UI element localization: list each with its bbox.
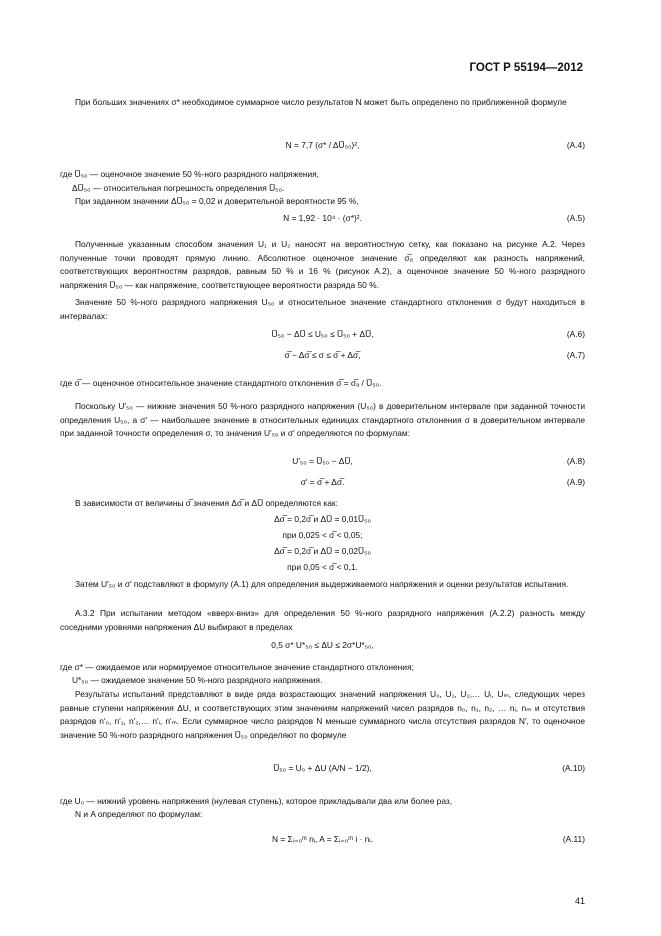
formula-a4 bbox=[60, 140, 585, 154]
definition: где σ̅ — оценочное относительное значение стандартного отклонения σ̅ = σ̅ₐ / U̅₅₀. bbox=[60, 378, 382, 388]
formula-a8 bbox=[60, 456, 585, 470]
paragraph: Результаты испытаний представляют в виде ряда возрастающих значений напряжения U₀, U₁, U₂,… Uᵢ, Uₘ, следующих через равные ступени напряжения ΔU, и соответствующих этим значениям напряжений чисел разрядов n₀, n₁, n₂, … nᵢ, nₘ и отсутствия разрядов n′₀, n′₁, n′₂,… n′ᵢ, n′ₘ. Если суммарное число разрядов N меньше суммарного числа отсутствия разрядов N′, то оценочное значение 50 %-ного разрядного напряжения U̅₅₀ определяют по формуле bbox=[60, 689, 585, 740]
paragraph: Поскольку U′₅₀ — нижние значения 50 %-ного разрядного напряжения (U₅₀) в доверительном интервале при заданной точности определения U₅₀, а σ′ — наибольшее значение в относительных единицах стандартного отклонения σ в доверительном интервале при заданной точности определения σ, то значения U′₅₀ и σ′ определяются по формулам: bbox=[60, 401, 585, 438]
paragraph: При заданном значении ΔU̅₅₀ = 0,02 и доверительной вероятности 95 %, bbox=[75, 196, 359, 206]
formula-expression: N = 7,7 (σ* / ΔU̅₅₀)², bbox=[285, 140, 360, 150]
formula-expression: N = Σᵢ₌₀ᵐ nᵢ, A = Σᵢ₌₀ᵐ i · nᵢ. bbox=[271, 834, 374, 844]
definition: где U₀ — нижний уровень напряжения (нулевая ступень), которое прикладывали два или более раз, bbox=[60, 796, 453, 806]
definition: где U̅₅₀ — оценочное значение 50 %-ного разрядного напряжения, bbox=[60, 169, 320, 179]
formula-a10 bbox=[60, 763, 585, 777]
formula-condition bbox=[60, 546, 585, 560]
formula-number: (А.7) bbox=[566, 350, 585, 360]
formula-expression: Δσ̅ = 0,2σ̅ и ΔU̅ = 0,02U̅₅₀ bbox=[274, 546, 371, 556]
document-header: ГОСТ Р 55194—2012 bbox=[469, 62, 583, 74]
definition: U*₅₀ — ожидаемое значение 50 %-ного разрядного напряжения. bbox=[72, 675, 323, 685]
paragraph: Затем U′₅₀ и σ′ подставляют в формулу (А.1) для определения выдерживаемого напряжения и оценки результатов испытания. bbox=[75, 579, 569, 589]
paragraph: А.3.2 При испытании методом «вверх-вниз» для определения 50 %-ного разрядного напряжения (А.2.2) разность между соседними уровнями напряжения ΔU выбирают в пределах bbox=[60, 608, 585, 632]
formula-expression: σ′ = σ̅ + Δσ̅. bbox=[300, 477, 345, 487]
paragraph: Полученные указанным способом значения U₁ и U₂ наносят на вероятностную сетку, как показано на рисунке А.2. Через полученные точки проводят прямую линию. Абсолютное оценочное значение σ̅ₐ определяют как разность напряжений, соответствующих вероятностям разрядов, равным 50 % и 16 % (рисунок А.2), а оценочное значение 50 %-ного разрядного напряжения U̅₅₀ — как напряжение, соответствующее вероятности разряда 50 %. bbox=[60, 239, 585, 290]
formula-expression: при 0,025 < σ̅ < 0,05; bbox=[282, 530, 363, 540]
paragraph: При больших значениях σ* необходимое суммарное число результатов N может быть определено по приближенной формуле bbox=[75, 97, 567, 107]
formula-condition bbox=[60, 530, 585, 544]
formula-condition bbox=[60, 514, 585, 528]
formula-condition bbox=[60, 562, 585, 576]
formula-number: (А.5) bbox=[566, 213, 585, 223]
formula-number: (А.6) bbox=[566, 329, 585, 339]
formula-a9 bbox=[60, 477, 585, 491]
paragraph: N и A определяют по формулам: bbox=[75, 809, 203, 819]
formula-a11 bbox=[60, 834, 585, 848]
formula-expression: U′₅₀ = U̅₅₀ − ΔU̅, bbox=[292, 456, 353, 466]
paragraph: Значение 50 %-ного разрядного напряжения U₅₀ и относительное значение стандартного отклонения σ будут находиться в интервалах: bbox=[60, 297, 585, 321]
formula-a5 bbox=[60, 213, 585, 227]
formula-expression: U̅₅₀ = U₀ + ΔU (A/N − 1/2), bbox=[273, 763, 372, 773]
definition: где σ* — ожидаемое или нормируемое относительное значение стандартного отклонения; bbox=[60, 662, 414, 672]
formula-number: (А.11) bbox=[562, 834, 585, 844]
page-number: 41 bbox=[574, 896, 585, 906]
formula-expression: U̅₅₀ − ΔU̅ ≤ U₅₀ ≤ U̅₅₀ + ΔU̅, bbox=[271, 329, 374, 339]
formula-number: (А.10) bbox=[562, 763, 585, 773]
formula-expression: при 0,05 < σ̅ < 0,1. bbox=[287, 562, 358, 572]
formula-expression: σ̅ − Δσ̅ ≤ σ ≤ σ̅ + Δσ̅, bbox=[284, 350, 361, 360]
formula-number: (А.9) bbox=[566, 477, 585, 487]
formula-expression: 0,5 σ* U*₅₀ ≤ ΔU ≤ 2σ*U*₅₀, bbox=[271, 640, 374, 650]
definition: ΔU̅₅₀ — относительная погрешность определения U̅₅₀. bbox=[72, 183, 285, 193]
formula-expression: N = 1,92 · 10⁴ · (σ*)². bbox=[283, 213, 362, 223]
paragraph: В зависимости от величины σ̅ значения Δσ̅ и ΔU̅ определяются как: bbox=[75, 498, 338, 508]
formula-number: (А.4) bbox=[566, 140, 585, 150]
formula-a6 bbox=[60, 329, 585, 343]
formula-expression: Δσ̅ = 0,2σ̅ и ΔU̅ = 0,01U̅₅₀ bbox=[274, 514, 371, 524]
formula-a7 bbox=[60, 350, 585, 364]
formula-number: (А.8) bbox=[566, 456, 585, 466]
formula-interval bbox=[60, 640, 585, 654]
